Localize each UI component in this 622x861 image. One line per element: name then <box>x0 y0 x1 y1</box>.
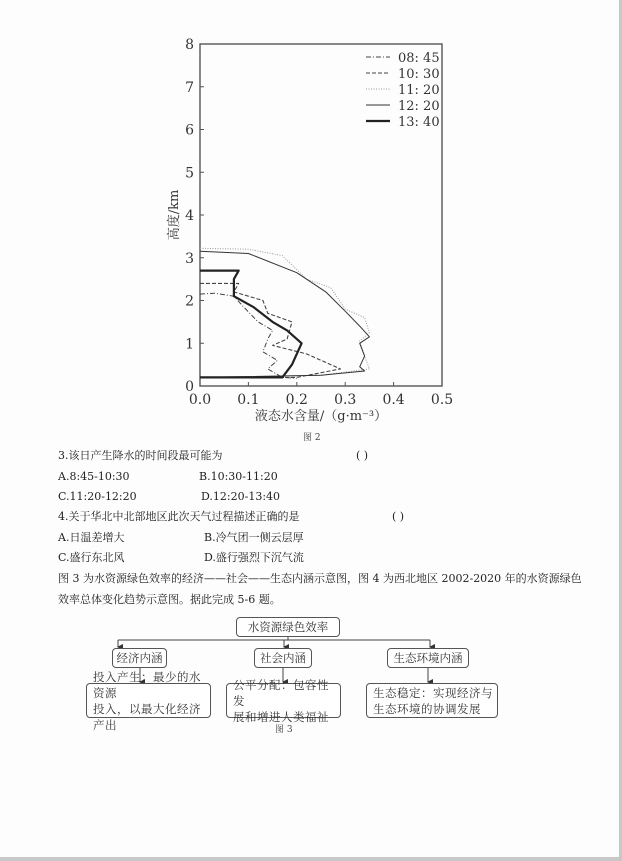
question-4-answer-blank[interactable]: ( ) <box>392 510 405 523</box>
figure-3-caption: 图 3 <box>275 725 293 735</box>
y-tick-label: 0 <box>185 379 194 395</box>
x-tick-label: 0.5 <box>430 392 454 408</box>
question-4-option-c[interactable]: C.盛行东北风 <box>58 551 125 564</box>
y-axis <box>185 37 204 395</box>
series-line <box>200 293 297 378</box>
y-tick-label: 7 <box>185 79 194 96</box>
question-4-option-b[interactable]: B.冷气团一侧云层厚 <box>204 531 304 544</box>
x-tick-label: 0.3 <box>334 392 357 408</box>
diagram-detail-social <box>226 677 341 724</box>
chart-series <box>200 248 369 378</box>
question-4-option-a[interactable]: A.日温差增大 <box>58 531 125 544</box>
y-axis-label: 高度/km <box>167 189 182 241</box>
question-4-stem: 4.关于华北中北部地区此次天气过程描述正确的是 <box>58 510 300 523</box>
y-tick-label: 1 <box>185 336 194 353</box>
legend-label: 12: 20 <box>398 99 440 114</box>
detail-line: 展和增进人类福祉 <box>233 709 329 724</box>
question-3-option-c[interactable]: C.11:20-12:20 <box>58 490 137 503</box>
y-tick-label: 8 <box>185 37 194 53</box>
question-3-option-a[interactable]: A.8:45-10:30 <box>58 470 130 483</box>
legend-label: 08: 45 <box>398 51 440 66</box>
detail-line: 生态环境的协调发展 <box>373 701 481 716</box>
series-line <box>200 283 340 377</box>
diagram-detail-ecological <box>366 683 498 718</box>
intro-paragraph-line-2: 效率总体变化趋势示意图。据此完成 5-6 题。 <box>58 593 281 606</box>
detail-line: 投入，以最大化经济产出 <box>93 701 201 732</box>
diagram-detail-economic <box>86 669 211 732</box>
x-axis-label: 液态水含量/（g·m⁻³） <box>254 409 388 424</box>
y-tick-label: 4 <box>185 208 194 224</box>
series-line <box>200 271 302 378</box>
question-3-option-d[interactable]: D.12:20-13:40 <box>201 490 281 503</box>
detail-line: 生态稳定：实现经济与 <box>373 685 493 700</box>
detail-line: 公平分配：包容性发 <box>233 677 329 708</box>
y-tick-label: 5 <box>185 165 194 182</box>
y-tick-label: 6 <box>185 122 194 139</box>
diagram-root-node: 水资源绿色效率 <box>236 617 340 637</box>
question-4-option-d[interactable]: D.盛行强烈下沉气流 <box>204 551 304 564</box>
chart-legend <box>366 51 440 130</box>
legend-label: 10: 30 <box>398 67 440 82</box>
question-3-option-b[interactable]: B.10:30-11:20 <box>199 470 278 483</box>
figure-2-caption: 图 2 <box>303 433 321 443</box>
x-tick-label: 0.0 <box>188 392 212 408</box>
diagram-node-social: 社会内涵 <box>254 648 312 668</box>
page-edge <box>0 857 622 861</box>
question-3-stem: 3.该日产生降水的时间段最可能为 <box>58 449 223 462</box>
x-tick-label: 0.4 <box>382 392 405 408</box>
y-tick-label: 3 <box>185 250 194 267</box>
legend-label: 13: 40 <box>398 115 440 130</box>
legend-label: 11: 20 <box>398 83 440 98</box>
x-tick-label: 0.2 <box>285 392 308 408</box>
question-3-answer-blank[interactable]: ( ) <box>356 449 369 462</box>
diagram-node-economic: 经济内涵 <box>112 648 167 668</box>
intro-paragraph-line-1: 图 3 为水资源绿色效率的经济——社会——生态内涵示意图，图 4 为西北地区 2002-2020 年的水资源绿色 <box>58 572 582 585</box>
y-tick-label: 2 <box>185 293 194 310</box>
diagram-node-ecological: 生态环境内涵 <box>387 648 469 668</box>
x-tick-label: 0.1 <box>237 392 260 408</box>
detail-line: 投入产生：最少的水资源 <box>93 669 201 700</box>
